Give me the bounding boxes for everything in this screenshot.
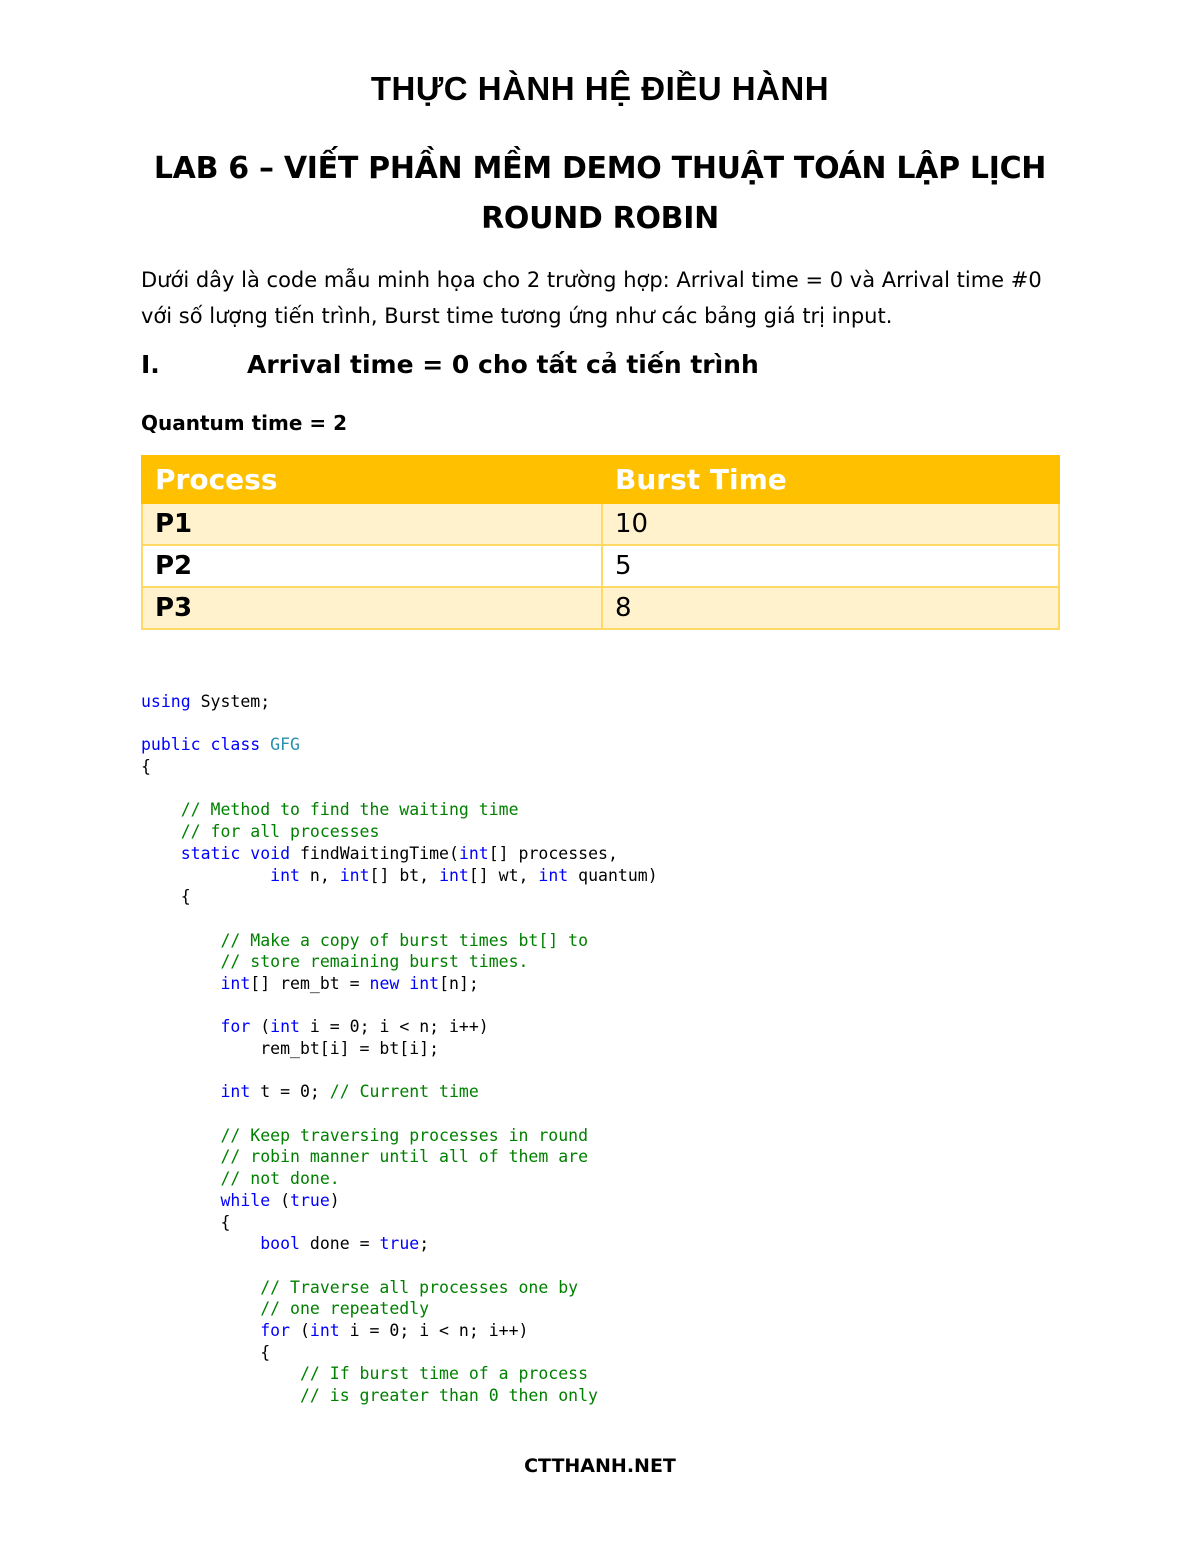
code-text <box>141 1386 300 1405</box>
code-line <box>141 1255 658 1277</box>
code-text <box>141 1169 220 1188</box>
code-comment: // robin manner until all of them are <box>220 1147 589 1167</box>
code-text <box>141 866 270 885</box>
footer-site-name: CTTHANH.NET <box>524 1455 676 1477</box>
code-line <box>141 691 658 713</box>
code-line <box>141 713 658 735</box>
code-text: findWaitingTime( <box>290 843 459 863</box>
code-line <box>141 1125 658 1147</box>
code-line <box>141 1212 658 1234</box>
code-comment: // If burst time of a process <box>299 1364 589 1384</box>
code-keyword: class <box>210 735 261 755</box>
code-text: { <box>141 1342 271 1362</box>
code-keyword: using <box>141 692 191 711</box>
code-comment: // store remaining burst times. <box>220 952 529 972</box>
code-type: GFG <box>270 735 300 755</box>
code-text <box>399 974 409 993</box>
code-text: { <box>141 1212 231 1232</box>
lab-title-line-2: ROUND ROBIN <box>481 201 719 236</box>
code-line <box>141 734 658 756</box>
code-keyword: bool <box>260 1234 300 1254</box>
process-cell: P1 <box>142 503 602 545</box>
code-line <box>141 1385 658 1407</box>
code-line <box>141 1103 658 1125</box>
code-line <box>141 1298 658 1320</box>
code-text: ; <box>419 1234 430 1254</box>
code-text <box>141 1299 260 1318</box>
code-text: [] processes, <box>488 843 618 863</box>
code-line <box>141 1168 658 1190</box>
code-text: [] rem_bt = <box>250 973 370 993</box>
code-keyword: int <box>439 865 469 885</box>
code-comment: // Method to find the waiting time <box>180 800 519 820</box>
code-comment: // one repeatedly <box>260 1299 430 1319</box>
code-text: i = 0; i < n; i++) <box>339 1320 529 1340</box>
code-text: done = <box>299 1234 380 1254</box>
code-keyword: int <box>409 973 440 993</box>
code-line <box>141 1342 658 1364</box>
code-comment: // not done. <box>220 1169 340 1189</box>
code-comment: // Keep traversing processes in round <box>220 1125 589 1145</box>
code-block <box>141 691 658 1407</box>
code-text <box>141 931 220 950</box>
code-line <box>141 1277 658 1299</box>
code-text <box>141 822 181 841</box>
process-table <box>141 455 1060 630</box>
code-comment: // Traverse all processes one by <box>260 1277 579 1297</box>
code-line <box>141 995 658 1017</box>
code-line <box>141 1233 658 1255</box>
header-process: Process <box>142 456 602 503</box>
course-title: THỰC HÀNH HỆ ĐIỀU HÀNH <box>370 70 830 107</box>
code-line <box>141 843 658 865</box>
section-heading <box>141 350 1041 379</box>
header-burst-time: Burst Time <box>602 456 1059 503</box>
code-text: [] wt, <box>468 865 539 885</box>
code-text <box>260 735 270 754</box>
code-comment: // Make a copy of burst times bt[] to <box>220 930 589 950</box>
code-text: { <box>141 887 191 907</box>
burst-cell: 5 <box>602 545 1059 587</box>
table-header-row <box>142 456 1059 503</box>
table-row <box>142 503 1059 545</box>
code-line <box>141 1190 658 1212</box>
code-text <box>141 844 181 863</box>
code-text: rem_bt[i] = bt[i]; <box>141 1039 440 1058</box>
code-line <box>141 1060 658 1082</box>
code-text <box>141 1126 220 1145</box>
code-keyword: true <box>379 1234 420 1254</box>
code-text <box>141 1191 220 1210</box>
code-comment: // Current time <box>329 1082 479 1102</box>
code-keyword: int <box>309 1320 340 1340</box>
code-text: [] bt, <box>369 865 440 885</box>
code-text <box>141 1364 300 1383</box>
intro-paragraph: Dưới dây là code mẫu minh họa cho 2 trường hợp: Arrival time = 0 và Arrival time #0 với số lượng tiến trình, Burst time tương ứng như các bảng giá trị input. <box>141 268 1042 328</box>
code-keyword: int <box>270 1017 300 1037</box>
code-text <box>141 1278 260 1297</box>
code-keyword: for <box>260 1320 291 1340</box>
code-text <box>201 735 211 754</box>
code-line <box>141 908 658 930</box>
code-keyword: public <box>141 735 201 755</box>
code-text <box>141 1234 260 1253</box>
code-keyword: new <box>369 973 400 993</box>
lab-title-line-1: LAB 6 – VIẾT PHẦN MỀM DEMO THUẬT TOÁN LẬP LỊCH <box>153 151 1047 186</box>
code-text <box>141 1082 220 1101</box>
code-line <box>141 886 658 908</box>
code-text: n, <box>299 865 340 885</box>
lab-title <box>100 144 1100 244</box>
code-line <box>141 799 658 821</box>
code-keyword: int <box>270 865 300 885</box>
code-line <box>141 1016 658 1038</box>
code-text: [n]; <box>439 973 479 993</box>
code-comment: // for all processes <box>180 822 380 842</box>
code-keyword: void <box>250 843 291 863</box>
code-text: { <box>141 757 151 777</box>
code-text <box>141 974 220 993</box>
section-title: Arrival time = 0 cho tất cả tiến trình <box>247 350 759 379</box>
code-line <box>141 1320 658 1342</box>
code-line <box>141 1081 658 1103</box>
process-cell: P3 <box>142 587 602 629</box>
code-text <box>141 1321 260 1340</box>
code-line <box>141 1038 658 1060</box>
code-keyword: for <box>220 1017 251 1037</box>
code-text <box>141 952 220 971</box>
code-keyword: true <box>290 1190 330 1210</box>
code-line <box>141 821 658 843</box>
code-keyword: int <box>339 865 370 885</box>
code-line <box>141 930 658 952</box>
code-line <box>141 1363 658 1385</box>
code-text <box>141 1017 220 1036</box>
code-line <box>141 865 658 887</box>
code-text: t = 0; <box>250 1082 330 1102</box>
table-row <box>142 545 1059 587</box>
code-keyword: static <box>180 843 241 863</box>
section-number: I. <box>141 350 160 379</box>
code-text: i = 0; i < n; i++) <box>299 1017 489 1037</box>
code-text <box>141 800 181 819</box>
code-comment: // is greater than 0 then only <box>299 1386 598 1405</box>
code-keyword: int <box>220 1082 251 1102</box>
code-text: System; <box>190 692 271 711</box>
code-keyword: int <box>220 973 251 993</box>
code-text <box>141 1147 220 1166</box>
code-line <box>141 778 658 800</box>
burst-cell: 10 <box>602 503 1059 545</box>
code-keyword: while <box>220 1190 271 1210</box>
code-text <box>240 844 250 863</box>
code-keyword: int <box>458 843 489 863</box>
code-text: quantum) <box>568 865 658 885</box>
process-cell: P2 <box>142 545 602 587</box>
table-row <box>142 587 1059 629</box>
code-text: ) <box>329 1190 340 1210</box>
code-keyword: int <box>538 865 569 885</box>
code-text: ( <box>290 1320 310 1340</box>
code-line <box>141 756 658 778</box>
code-line <box>141 1146 658 1168</box>
quantum-time-label: Quantum time = 2 <box>141 411 347 435</box>
code-line <box>141 951 658 973</box>
burst-cell: 8 <box>602 587 1059 629</box>
code-text: ( <box>250 1017 271 1037</box>
code-line <box>141 973 658 995</box>
code-text: ( <box>270 1190 291 1210</box>
